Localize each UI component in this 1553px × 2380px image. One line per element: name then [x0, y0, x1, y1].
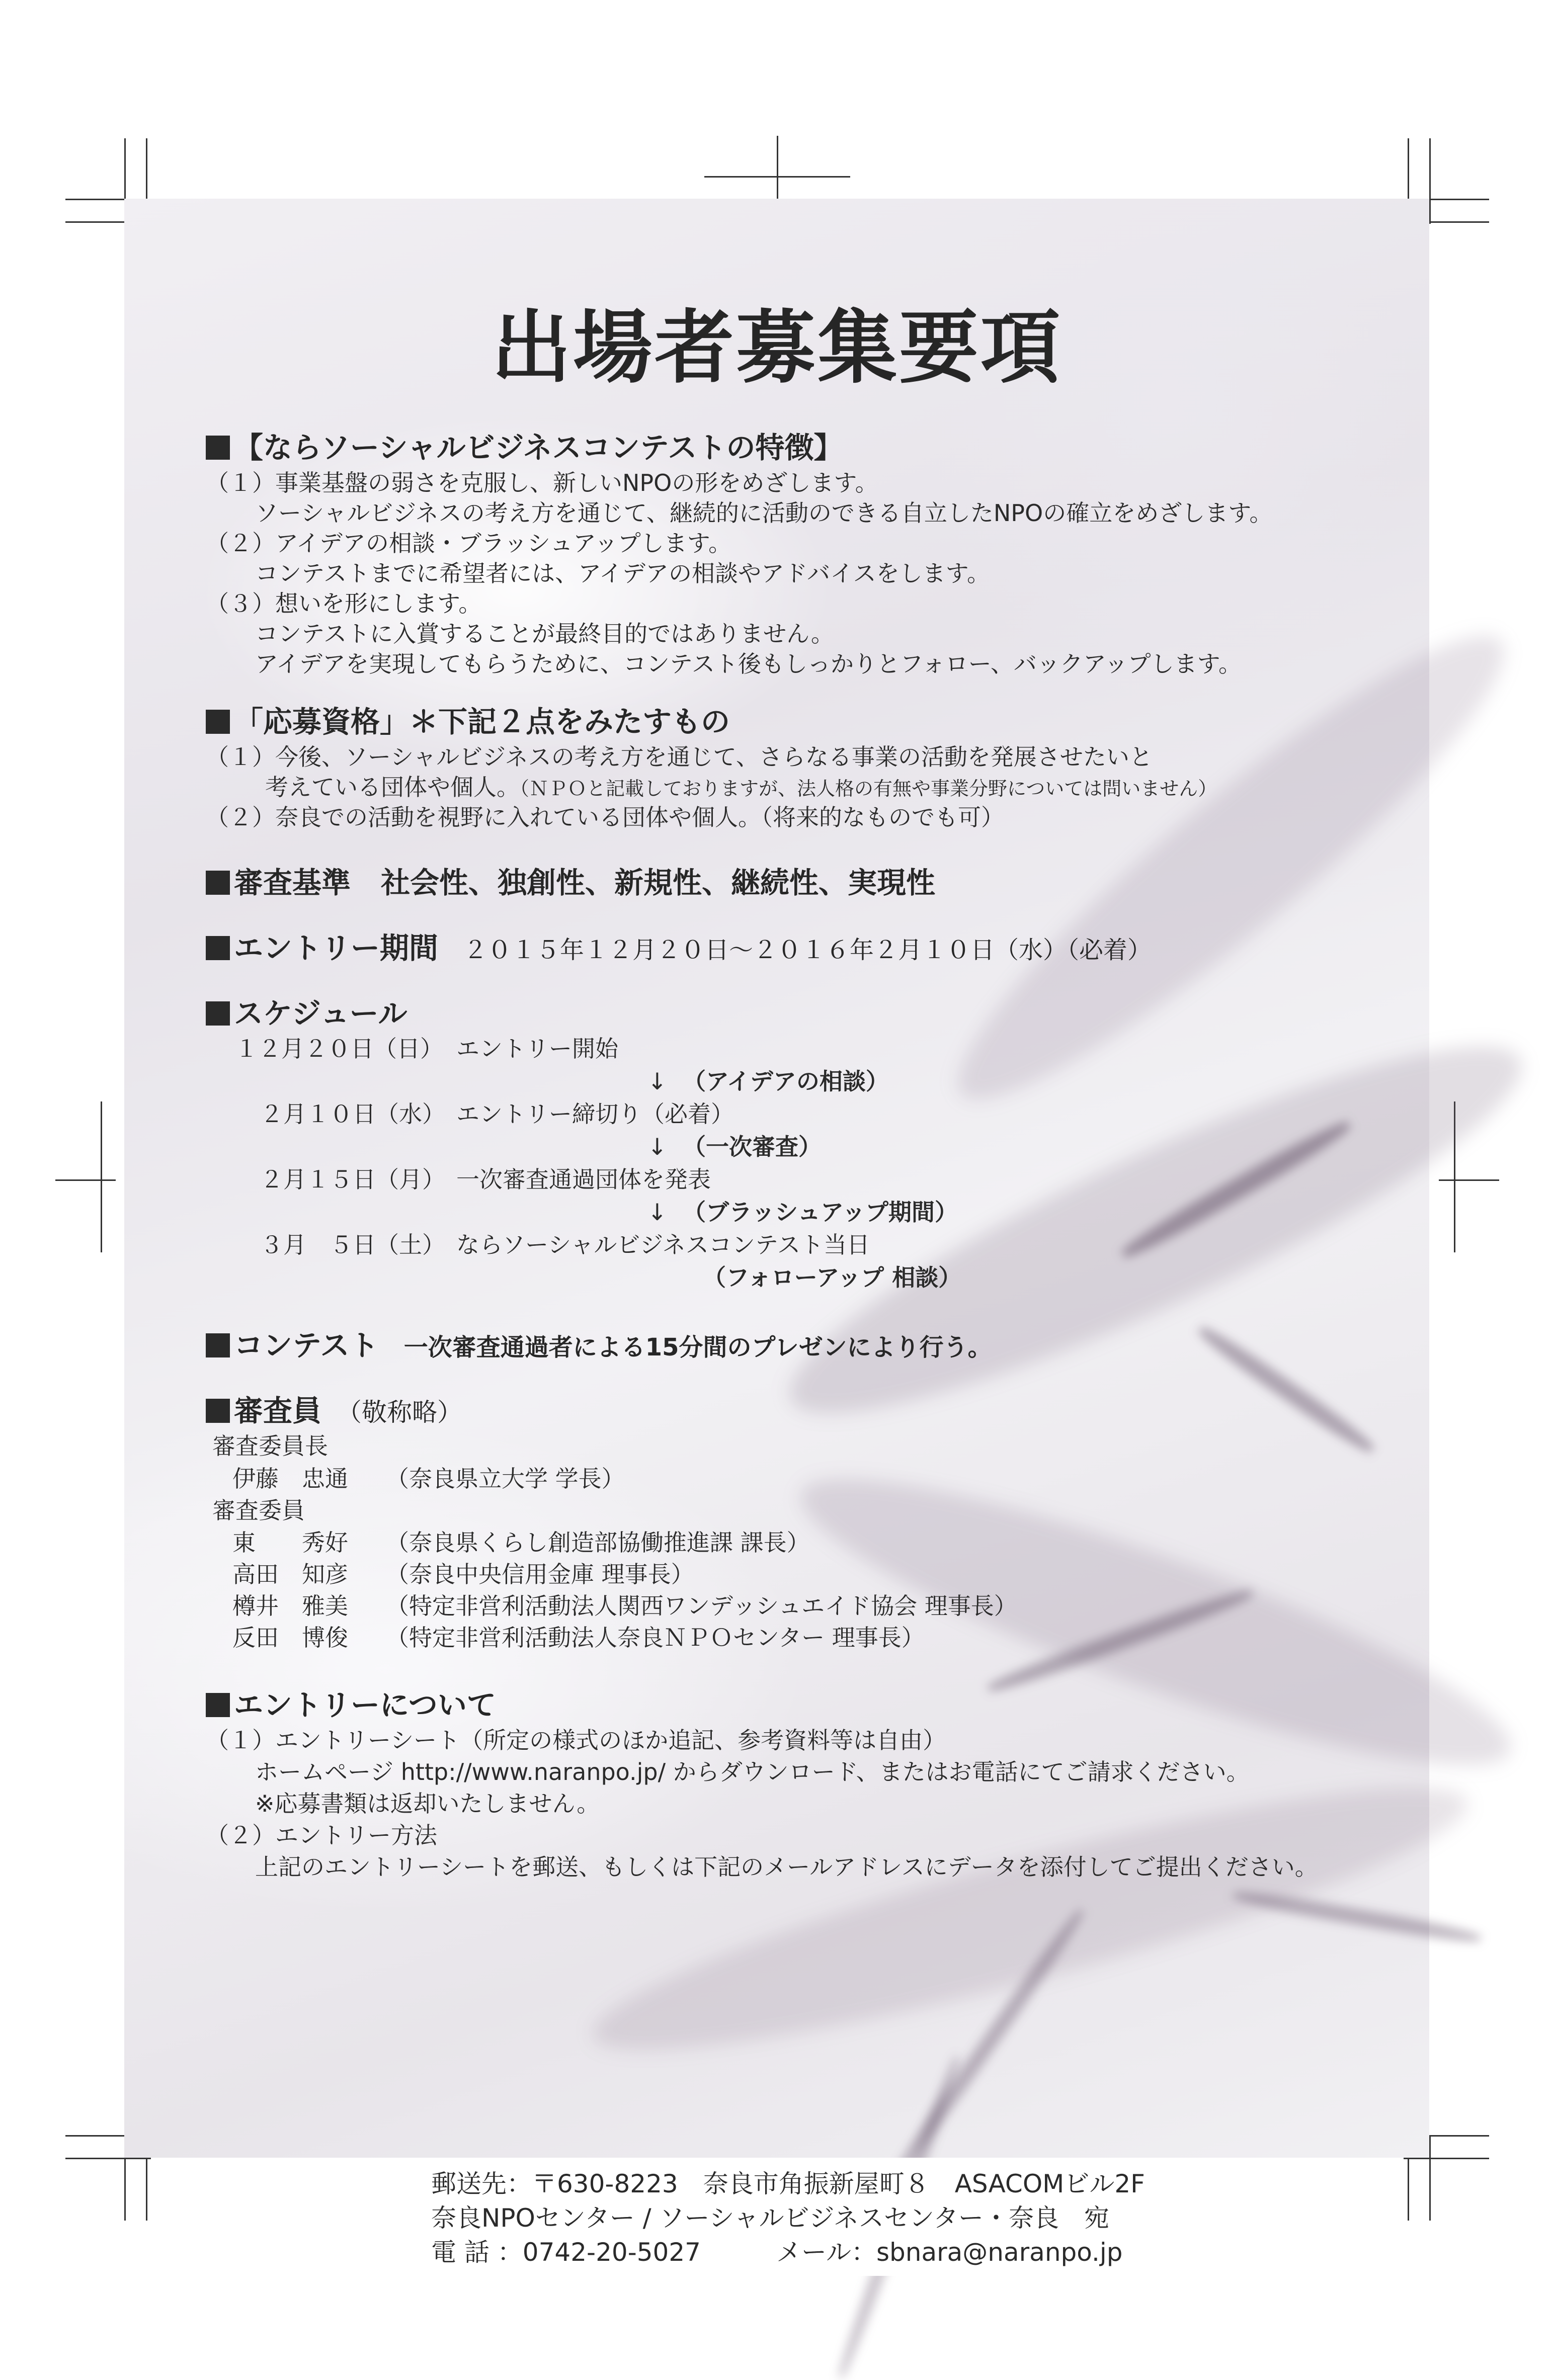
section-judges-heading: 審査員 （敬称略）	[206, 1396, 462, 1427]
entry-line-3: ※応募書類は返却いたしません。	[255, 1790, 600, 1817]
section-eligibility-heading: 「応募資格」＊下記２点をみたすもの	[206, 707, 730, 737]
judge-member-name-3: 樽井 雅美	[232, 1592, 348, 1620]
bullet-square-icon	[206, 436, 230, 460]
schedule-event-3: 一次審査通過団体を発表	[456, 1166, 711, 1193]
judge-member-affiliation-3: （特定非営利活動法人関西ワンデッシュエイド協会 理事長）	[386, 1592, 1017, 1620]
schedule-step-4: （フォローアップ 相談）	[703, 1264, 962, 1291]
features-line-6: コンテストに入賞することが最終目的ではありません。	[255, 620, 834, 647]
schedule-date-1: １２月２０日（日）	[235, 1035, 443, 1062]
section-entry-heading: エントリーについて	[206, 1690, 496, 1720]
schedule-date-2: ２月１０日（水）	[260, 1100, 445, 1128]
section-entry-period: エントリー期間 ２０１５年１２月２０日～２０１６年２月１０日（水）（必着）	[206, 933, 1152, 965]
section-schedule-heading: スケジュール	[206, 998, 407, 1029]
schedule-step-1: （アイデアの相談）	[683, 1068, 889, 1095]
bullet-square-icon	[206, 1001, 230, 1026]
entry-line-5: 上記のエントリーシートを郵送、もしくは下記のメールアドレスにデータを添付してご提出ください。	[255, 1853, 1318, 1881]
features-line-1: （１）事業基盤の弱さを克服し、新しいNPOの形をめざします。	[206, 469, 878, 496]
schedule-event-1: エントリー開始	[456, 1035, 618, 1062]
schedule-date-4: ３月 ５日（土）	[260, 1231, 445, 1258]
schedule-step-3: （ブラッシュアップ期間）	[683, 1199, 958, 1226]
judges-members-label: 審査委員	[212, 1497, 305, 1524]
bullet-square-icon	[206, 936, 230, 960]
entry-line-2: ホームページ http://www.naranpo.jp/ からダウンロード、またはお電話にてご請求ください。	[255, 1758, 1250, 1786]
address-line-3: 電 話 ：0742-20-5027 メール：sbnara@naranpo.jp	[431, 2238, 1123, 2267]
features-line-5: （３）想いを形にします。	[206, 590, 482, 617]
judges-chair-label: 審査委員長	[212, 1432, 328, 1460]
judge-member-affiliation-2: （奈良中央信用金庫 理事長）	[386, 1561, 694, 1588]
features-line-7: アイデアを実現してもらうために、コンテスト後もしっかりとフォロー、バックアップします。	[255, 650, 1242, 677]
features-line-2: ソーシャルビジネスの考え方を通じて、継続的に活動のできる自立したNPOの確立をめざします。	[255, 499, 1273, 527]
judge-member-name-1: 東 秀好	[232, 1529, 348, 1556]
address-line-1: 郵送先：〒630-8223 奈良市角振新屋町８ ASACOMビル2F	[431, 2169, 1145, 2198]
schedule-event-4: ならソーシャルビジネスコンテスト当日	[456, 1231, 870, 1258]
document-title: 出場者募集要項	[492, 302, 1062, 394]
eligibility-line-2: 考えている団体や個人。（ＮＰＯと記載しておりますが、法人格の有無や事業分野については問いません）	[265, 774, 1217, 801]
judges-chair-affiliation: （奈良県立大学 学長）	[386, 1465, 625, 1492]
judge-member-name-2: 高田 知彦	[232, 1561, 348, 1588]
entry-line-1: （１）エントリーシート（所定の様式のほか追記、参考資料等は自由）	[206, 1727, 946, 1754]
judge-member-name-4: 反田 博俊	[232, 1624, 348, 1651]
schedule-arrow-icon: ↓	[647, 1199, 667, 1226]
judge-member-affiliation-4: （特定非営利活動法人奈良ＮＰＯセンター 理事長）	[386, 1624, 925, 1651]
schedule-arrow-icon: ↓	[647, 1133, 667, 1160]
bullet-square-icon	[206, 1333, 230, 1357]
address-line-2: 奈良NPOセンター / ソーシャルビジネスセンター・奈良 宛	[431, 2203, 1110, 2233]
marble-background	[124, 199, 1429, 2267]
bullet-square-icon	[206, 1399, 230, 1423]
document-content	[124, 199, 1429, 2267]
judges-chair-name: 伊藤 忠通	[232, 1465, 348, 1492]
judge-member-affiliation-1: （奈良県くらし創造部協働推進課 課長）	[386, 1529, 810, 1556]
schedule-arrow-icon: ↓	[647, 1068, 667, 1095]
bullet-square-icon	[206, 1693, 230, 1717]
bullet-square-icon	[206, 710, 230, 734]
section-contest: コンテスト 一次審査通過者による15分間のプレゼンにより行う。	[206, 1330, 992, 1363]
entry-line-4: （２）エントリー方法	[206, 1822, 437, 1849]
schedule-date-3: ２月１５日（月）	[260, 1166, 445, 1193]
schedule-step-2: （一次審査）	[683, 1133, 822, 1160]
section-features-heading: 【ならソーシャルビジネスコンテストの特徴】	[206, 433, 843, 463]
features-line-4: コンテストまでに希望者には、アイデアの相談やアドバイスをします。	[255, 560, 990, 587]
schedule-event-2: エントリー締切り（必着）	[456, 1100, 734, 1128]
section-criteria: 審査基準 社会性、独創性、新規性、継続性、実現性	[206, 868, 935, 898]
eligibility-line-3: （２）奈良での活動を視野に入れている団体や個人。（将来的なものでも可）	[206, 804, 1004, 831]
eligibility-line-1: （１）今後、ソーシャルビジネスの考え方を通じて、さらなる事業の活動を発展させたいと	[206, 743, 1153, 771]
address-box	[366, 2158, 1171, 2276]
bullet-square-icon	[206, 871, 230, 895]
features-line-3: （２）アイデアの相談・ブラッシュアップします。	[206, 530, 732, 557]
